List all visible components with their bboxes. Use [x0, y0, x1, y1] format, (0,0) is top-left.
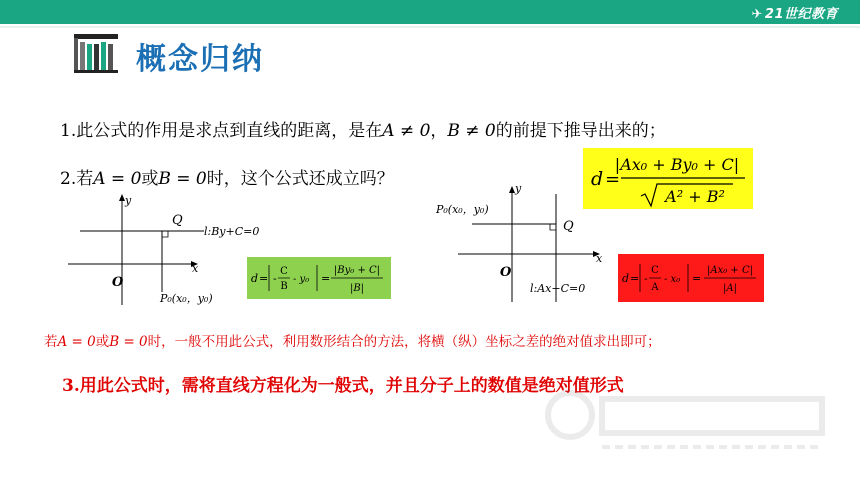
svg-text:A: A [651, 282, 659, 293]
svg-text:O: O [112, 275, 124, 290]
svg-text:P₀(x₀，y₀): P₀(x₀，y₀) [160, 292, 213, 305]
svg-text:x: x [596, 252, 603, 265]
svg-text:d: d [622, 272, 630, 285]
svg-text:y: y [515, 182, 522, 195]
svg-text:l:Ax+C=0: l:Ax+C=0 [530, 282, 586, 295]
svg-text:C: C [280, 266, 288, 277]
brand-text: 21世纪教育 [764, 7, 838, 22]
svg-text:y: y [125, 194, 132, 207]
point-3: 3.用此公式时，需将直线方程化为一般式，并且分子上的数值是绝对值形式 [62, 376, 624, 396]
svg-text:O: O [500, 265, 512, 280]
red-note: 若A = 0或B = 0时，一般不用此公式，利用数形结合的方法，将横（纵）坐标之差的绝对值求出即可； [44, 334, 661, 350]
page-title: 概念归纳 [136, 42, 264, 77]
point-2-question: 2.若A = 0或B = 0时，这个公式还成立吗？ [60, 169, 394, 189]
svg-text:=: = [692, 272, 702, 285]
svg-text:=: = [605, 169, 621, 190]
svg-text:- y₀: - y₀ [293, 274, 310, 285]
svg-text:-: - [644, 272, 648, 285]
bookshelf-icon [72, 32, 120, 74]
svg-text:- x₀: - x₀ [664, 274, 681, 285]
svg-text:-: - [273, 272, 277, 285]
svg-text:|Ax₀ + By₀ + C|: |Ax₀ + By₀ + C| [614, 155, 740, 174]
formula-horizontal-case [247, 257, 391, 299]
runner-logo-icon: ✈ [751, 7, 763, 22]
svg-text:=: = [630, 272, 640, 285]
brand-logo [752, 3, 839, 22]
svg-text:x: x [192, 262, 199, 275]
point-1: 1.此公式的作用是求点到直线的距离，是在A ≠ 0，B ≠ 0的前提下推导出来的； [60, 121, 666, 141]
svg-text:C: C [651, 265, 659, 276]
svg-text:B: B [280, 281, 288, 292]
graph-vertical-line [430, 180, 610, 305]
graph-horizontal-line [66, 190, 269, 310]
svg-text:|By₀ + C|: |By₀ + C| [333, 265, 381, 276]
svg-text:|B|: |B| [349, 283, 365, 294]
svg-text:A² + B²: A² + B² [665, 187, 725, 206]
svg-text:P₀(x₀，y₀): P₀(x₀，y₀) [436, 203, 489, 216]
svg-text:|Ax₀ + C|: |Ax₀ + C| [707, 265, 753, 276]
svg-text:d: d [591, 168, 604, 190]
top-bar [0, 0, 860, 24]
header-divider [0, 26, 860, 28]
svg-text:d: d [251, 272, 259, 285]
svg-text:Q: Q [172, 213, 183, 228]
svg-text:=: = [321, 272, 331, 285]
svg-text:=: = [259, 272, 269, 285]
svg-text:Q: Q [563, 219, 574, 234]
formula-vertical-case [618, 254, 764, 302]
svg-text:|A|: |A| [723, 283, 737, 294]
svg-text:l:By+C=0: l:By+C=0 [204, 225, 260, 238]
watermark-logo-icon [540, 385, 840, 460]
